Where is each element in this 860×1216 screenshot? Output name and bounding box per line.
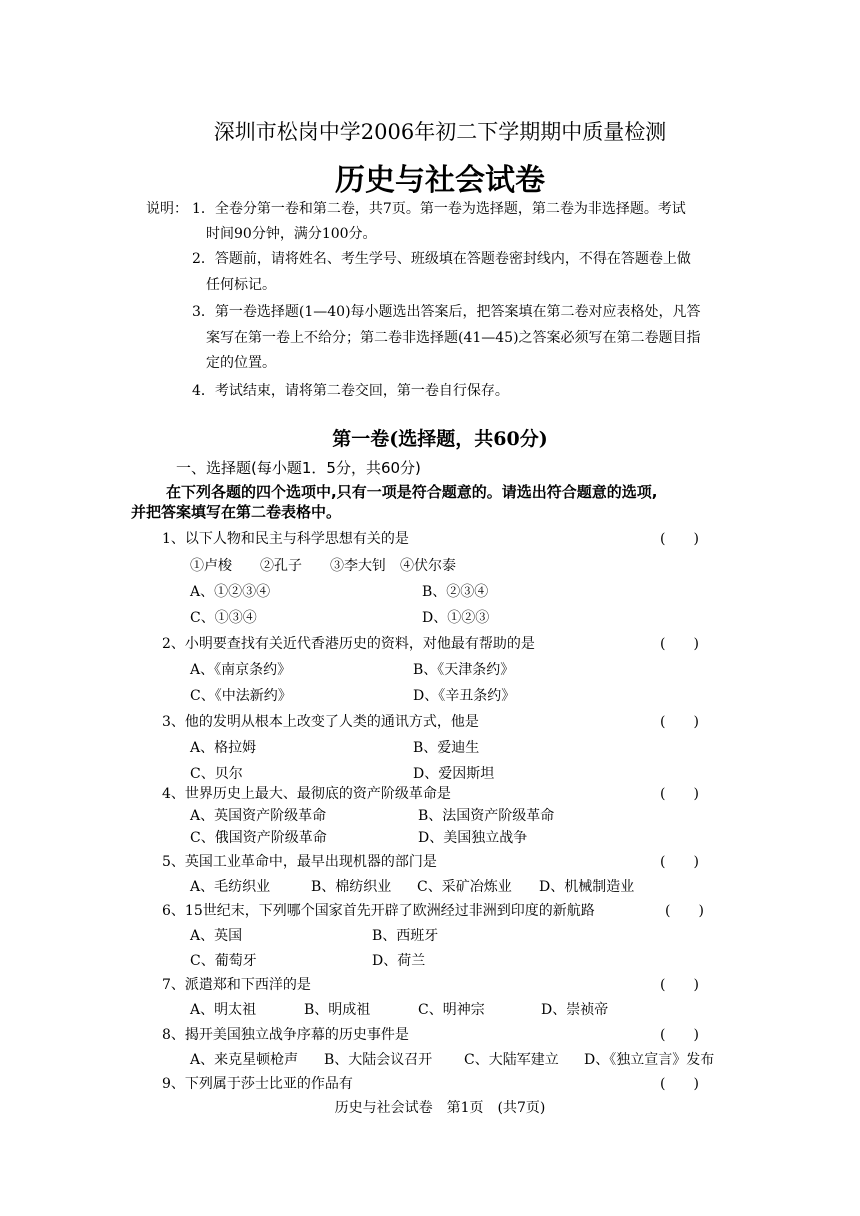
question-items: ①卢梭 ②孔子 ③李大钊 ④伏尔泰 [190,558,456,574]
answer-blank: ( ) [660,636,699,652]
question-stem: 1、以下人物和民主与科学思想有关的是 [162,531,409,547]
option-b: B、大陆会议召开 [324,1052,433,1068]
answer-blank: ( ) [660,977,699,993]
question-stem: 6、15世纪末，下列哪个国家首先开辟了欧洲经过非洲到印度的新航路 [162,903,595,919]
option-d: D、爱因斯坦 [413,766,495,782]
option-c: C、俄国资产阶级革命 [190,830,327,846]
option-a: A、来克星顿枪声 [190,1052,299,1068]
note-line: 3．第一卷选择题(1—40)每小题选出答案后，把答案填在第二卷对应表格处，凡答 [192,304,701,320]
option-a: A、英国 [190,928,243,944]
option-c: C、明神宗 [418,1002,485,1018]
note-line: 案写在第一卷上不给分；第二卷非选择题(41—45)之答案必须写在第二卷题目指 [206,330,701,346]
option-b: B、西班牙 [372,928,439,944]
instruction-line: 并把答案填写在第二卷表格中。 [131,503,342,521]
instruction-line: 在下列各题的四个选项中,只有一项是符合题意的。请选出符合题意的选项, [166,483,658,501]
answer-blank: ( ) [660,1027,699,1043]
option-c: C、①③④ [190,610,257,626]
question-stem: 2、小明要查找有关近代香港历史的资料，对他最有帮助的是 [162,636,535,652]
part-heading: 一、选择题(每小题1．5分，共60分) [176,459,421,477]
answer-blank: ( ) [660,531,699,547]
option-a: A、《南京条约》 [190,662,292,678]
note-line: 定的位置。 [206,355,276,371]
option-b: B、明成祖 [304,1002,371,1018]
option-c: C、《中法新约》 [190,688,292,704]
answer-blank: ( ) [665,903,704,919]
note-line: 任何标记。 [206,277,276,293]
question-stem: 4、世界历史上最大、最彻底的资产阶级革命是 [162,786,451,802]
option-d: D、《辛丑条约》 [413,688,516,704]
question-stem: 3、他的发明从根本上改变了人类的通讯方式，他是 [162,714,479,730]
option-d: D、崇祯帝 [541,1002,609,1018]
option-b: B、②③④ [422,584,489,600]
note-line: 4．考试结束，请将第二卷交回，第一卷自行保存。 [192,383,509,399]
option-d: D、机械制造业 [539,879,635,895]
option-c: C、大陆军建立 [464,1052,559,1068]
option-d: D、荷兰 [372,953,426,969]
option-b: B、《天津条约》 [413,662,515,678]
option-a: A、①②③④ [190,584,271,600]
note-line: 2．答题前，请将姓名、考生学号、班级填在答题卷密封线内，不得在答题卷上做 [192,251,691,267]
question-stem: 7、派遣郑和下西洋的是 [162,977,311,993]
option-c: C、贝尔 [190,766,243,782]
note-line: 1．全卷分第一卷和第二卷，共7页。第一卷为选择题，第二卷为非选择题。考试 [192,201,686,217]
option-b: B、爱迪生 [413,740,480,756]
answer-blank: ( ) [660,714,699,730]
option-d: D、美国独立战争 [418,830,528,846]
answer-blank: ( ) [660,786,699,802]
option-c: C、葡萄牙 [190,953,257,969]
option-d: D、①②③ [422,610,490,626]
option-a: A、毛纺织业 [190,879,271,895]
answer-blank: ( ) [660,854,699,870]
option-a: A、明太祖 [190,1002,257,1018]
question-stem: 9、下列属于莎士比亚的作品有 [162,1076,353,1092]
exam-title: 深圳市松岗中学2006年初二下学期期中质量检测 [213,120,667,144]
note-line: 时间90分钟，满分100分。 [206,226,377,242]
exam-subtitle: 历史与社会试卷 [335,163,545,198]
option-b: B、棉纺织业 [311,879,392,895]
notes-label: 说明： [146,201,188,217]
option-a: A、英国资产阶级革命 [190,808,327,824]
question-stem: 8、揭开美国独立战争序幕的历史事件是 [162,1027,409,1043]
option-c: C、采矿冶炼业 [417,879,512,895]
answer-blank: ( ) [660,1076,699,1092]
question-stem: 5、英国工业革命中，最早出现机器的部门是 [162,854,437,870]
option-d: D、《独立宣言》发布 [584,1052,715,1068]
option-a: A、格拉姆 [190,740,257,756]
page-footer: 历史与社会试卷 第1页 (共7页) [334,1100,546,1116]
option-b: B、法国资产阶级革命 [418,808,555,824]
section-title: 第一卷(选择题，共60分) [332,428,548,450]
